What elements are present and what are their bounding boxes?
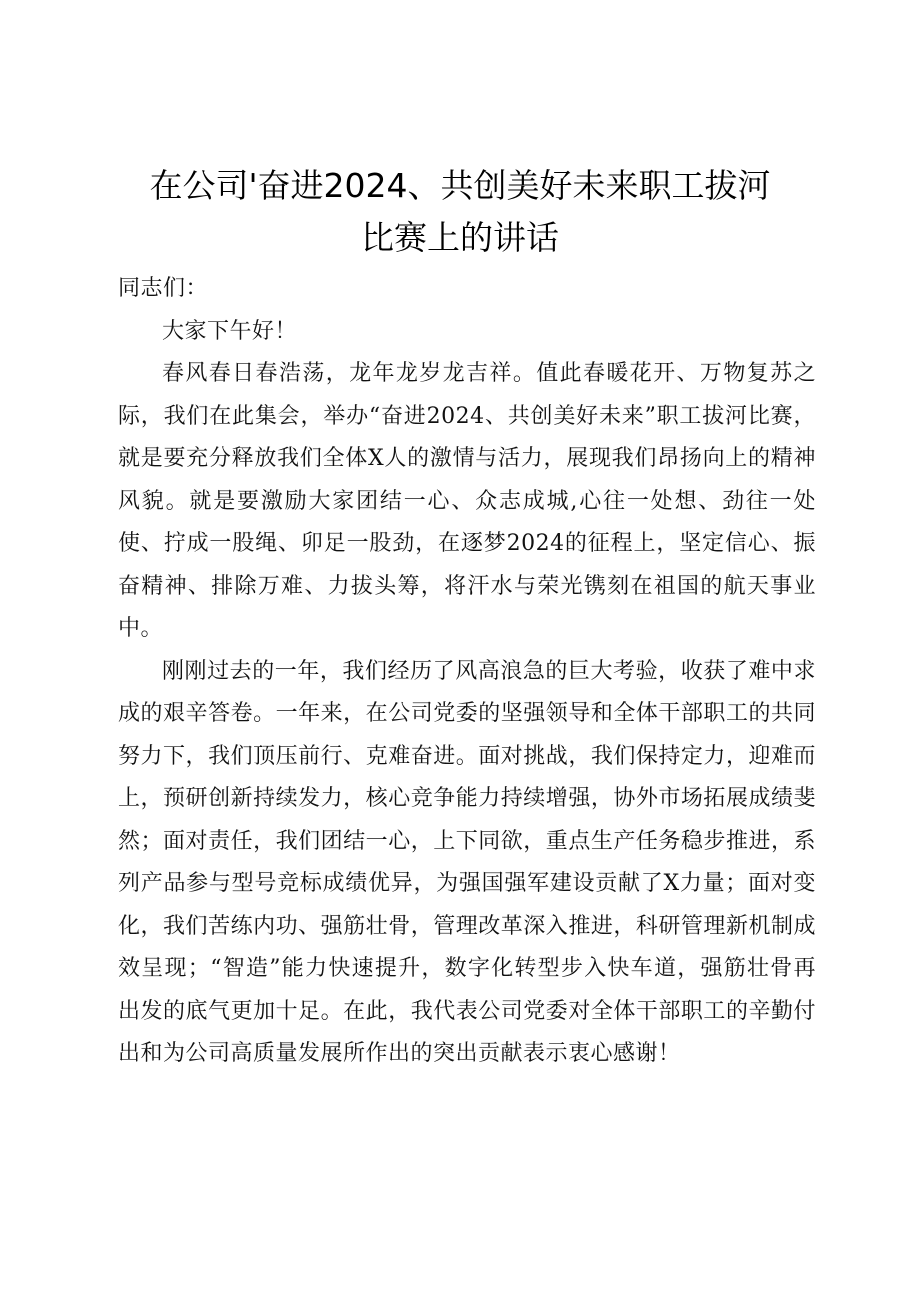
salutation: 同志们： (118, 276, 209, 301)
greeting: 大家下午好！ (162, 318, 298, 344)
paragraph-1: 春风春日春浩荡，龙年龙岁龙吉祥。值此春暖花开、万物复苏之际，我们在此集会，举办“奋进2024、共创美好未来”职工拔河比赛，就是要充分释放我们全体X人的激情与活力，展现我们昂扬向上的精神风貌。就是要激励大家团结一心、众志成城,心往一处想、劲往一处使、拧成一股绳、卯足一股劲，在逐梦2024的征程上，坚定信心、振奋精神、排除万难、力拔头筹，将汗水与荣光镌刻在祖国的航天事业中。 (118, 361, 816, 641)
paragraph-2: 刚刚过去的一年，我们经历了风高浪急的巨大考验，收获了难中求成的艰辛答卷。一年来，在公司党委的坚强领导和全体干部职工的共同努力下，我们顶压前行、克难奋进。面对挑战，我们保持定力，迎难而上，预研创新持续发力，核心竞争能力持续增强，协外市场拓展成绩斐然；面对责任，我们团结一心，上下同欲，重点生产任务稳步推进，系列产品参与型号竞标成绩优异，为强国强军建设贡献了X力量；面对变化，我们苦练内功、强筋壮骨，管理改革深入推进，科研管理新机制成效呈现；“智造”能力快速提升，数字化转型步入快车道，强筋壮骨再出发的底气更加十足。在此，我代表公司党委对全体干部职工的辛勤付出和为公司高质量发展所作出的突出贡献表示衷心感谢！ (118, 658, 816, 1066)
document-title (110, 160, 810, 264)
title-line-2: 比赛上的讲话 (361, 218, 559, 257)
document-body (118, 268, 816, 1076)
title-line-1: 在公司'奋进2024、共创美好未来职工拔河 (149, 166, 771, 205)
